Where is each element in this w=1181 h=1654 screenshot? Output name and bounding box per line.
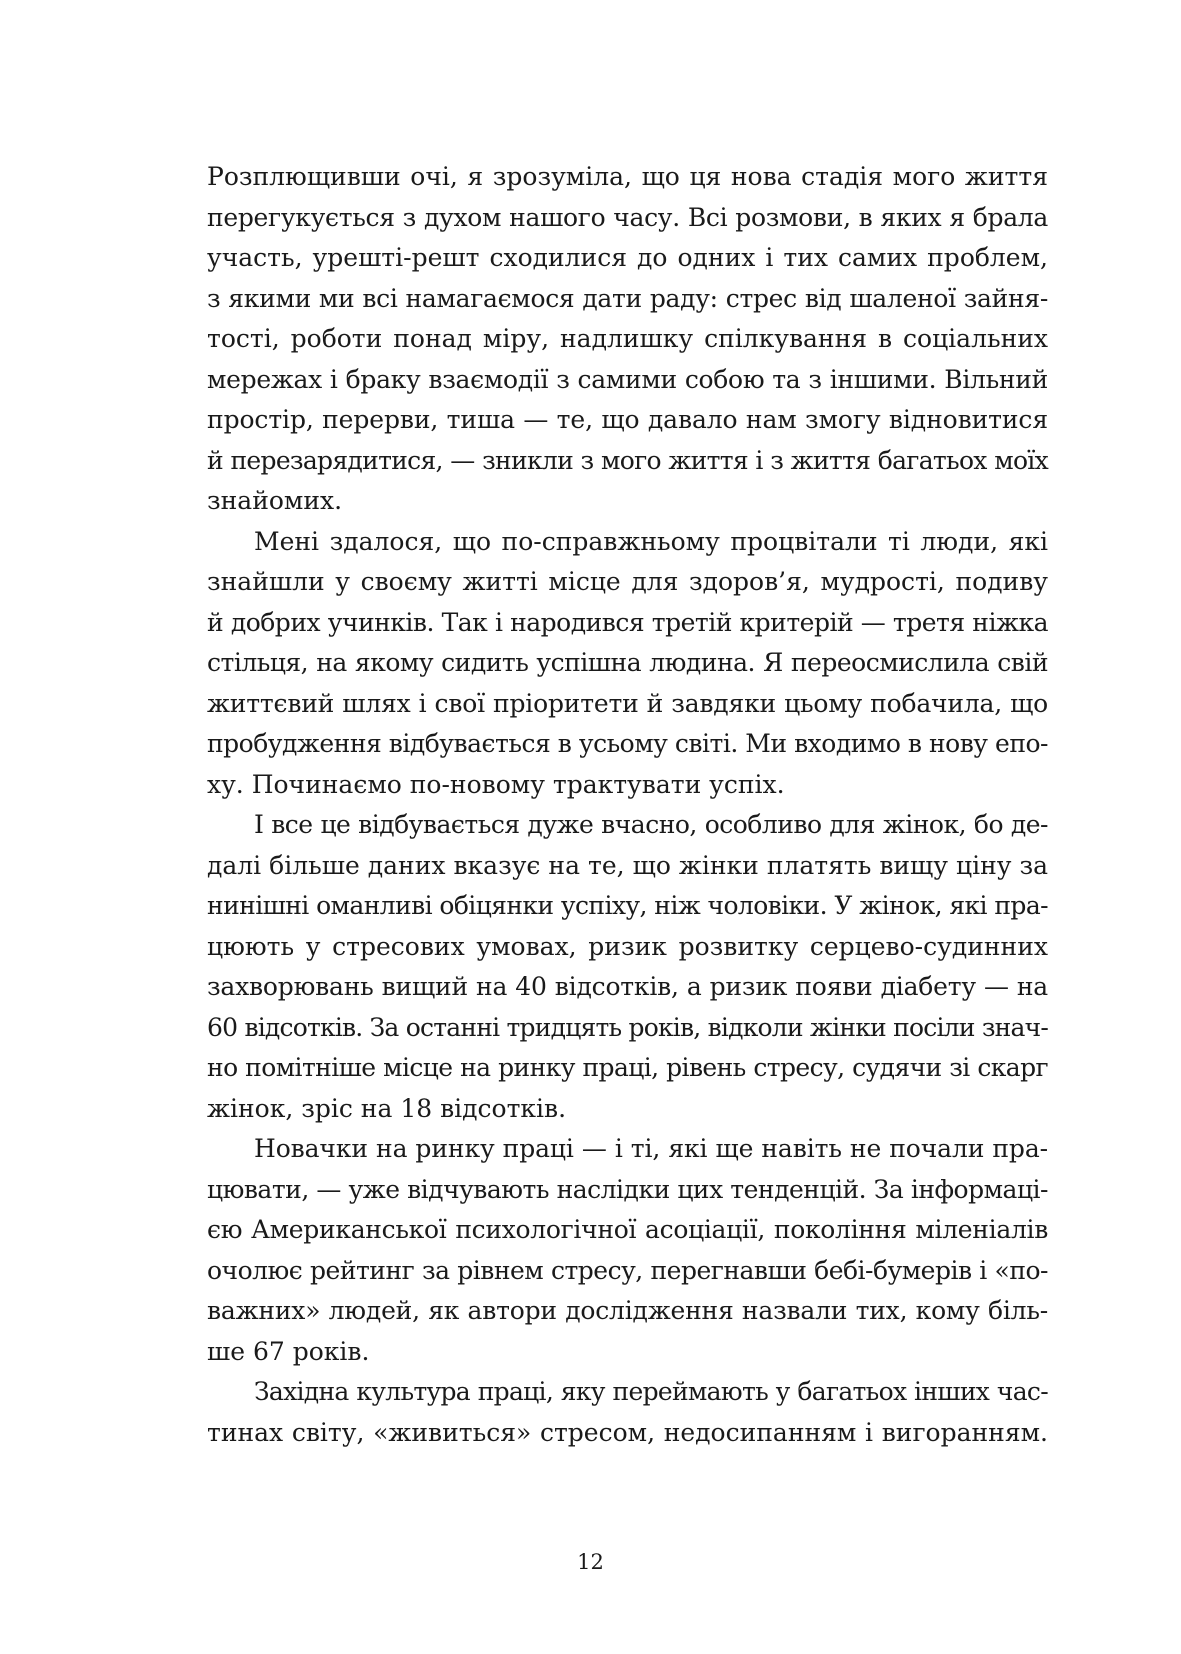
text-line: простір, перерви, тиша — те, що давало нам змогу відновитися <box>207 405 1048 434</box>
text-line: життєвий шлях і свої пріоритети й завдяки цьому побачила, що <box>207 688 1048 718</box>
text-line: ше 67 років. <box>207 1336 370 1366</box>
text-line: 60 відсотків. За останні тридцять років, відколи жінки посіли знач- <box>207 1012 1048 1042</box>
text-line: Західна культура праці, яку переймають у багатьох інших час- <box>254 1377 1048 1406</box>
text-line: нинішні оманливі обіцянки успіху, ніж чоловіки. У жінок, які пра- <box>207 891 1048 920</box>
text-line: знайомих. <box>207 486 343 515</box>
text-line: Мені здалося, що по-справжньому процвітали ті люди, які <box>254 526 1048 556</box>
text-line: знайшли у своєму житті місце для здоров’я, мудрості, подиву <box>207 567 1048 596</box>
page-number: 12 <box>577 1550 604 1574</box>
text-line: очолює рейтинг за рівнем стресу, перегнавши бебі-бумерів і «по- <box>207 1255 1048 1285</box>
text-line: но помітніше місце на ринку праці, рівень стресу, судячи зі скарг <box>207 1053 1048 1082</box>
text-line: й добрих учинків. Так і народився третій критерій — третя ніжка <box>207 607 1048 637</box>
text-line: далі більше даних вказує на те, що жінки платять вищу ціну за <box>207 850 1048 880</box>
body-text <box>207 157 1048 1453</box>
text-line: тинах світу, «живиться» стресом, недосипанням і вигоранням. <box>207 1417 1048 1447</box>
text-line: Розплющивши очі, я зрозуміла, що ця нова стадія мого життя <box>207 162 1048 191</box>
text-line: мережах і браку взаємодії з самими собою та з іншими. Вільний <box>207 364 1048 394</box>
text-line: перегукується з духом нашого часу. Всі розмови, в яких я брала <box>207 202 1048 232</box>
text-line: жінок, зріс на 18 відсотків. <box>207 1093 567 1123</box>
text-line: пробудження відбувається в усьому світі. Ми входимо в нову епо- <box>207 729 1048 758</box>
text-line: цюють у стресових умовах, ризик розвитку серцево-судинних <box>207 931 1048 961</box>
text-line: з якими ми всі намагаємося дати раду: стрес від шаленої зайня- <box>207 283 1048 313</box>
text-line: захворювань вищий на 40 відсотків, а ризик появи діабету — на <box>207 972 1048 1001</box>
text-line: єю Американської психологічної асоціації, покоління міленіалів <box>207 1215 1048 1244</box>
text-line: й перезарядитися, — зникли з мого життя і з життя багатьох моїх <box>207 445 1048 475</box>
text-line: ху. Починаємо по-новому трактувати успіх. <box>207 769 785 799</box>
text-line: важних» людей, як автори дослідження назвали тих, кому біль- <box>207 1296 1048 1325</box>
text-line: цювати, — уже відчувають наслідки цих тенденцій. За інформаці- <box>207 1174 1048 1204</box>
text-line: участь, урешті-решт сходилися до одних і тих самих проблем, <box>207 243 1048 272</box>
text-line: Новачки на ринку праці — і ті, які ще навіть не почали пра- <box>254 1134 1048 1163</box>
text-line: тості, роботи понад міру, надлишку спілкування в соціальних <box>207 324 1048 353</box>
text-line: стільця, на якому сидить успішна людина. Я переосмислила свій <box>207 648 1048 677</box>
text-line: І все це відбувається дуже вчасно, особливо для жінок, бо де- <box>254 810 1048 839</box>
